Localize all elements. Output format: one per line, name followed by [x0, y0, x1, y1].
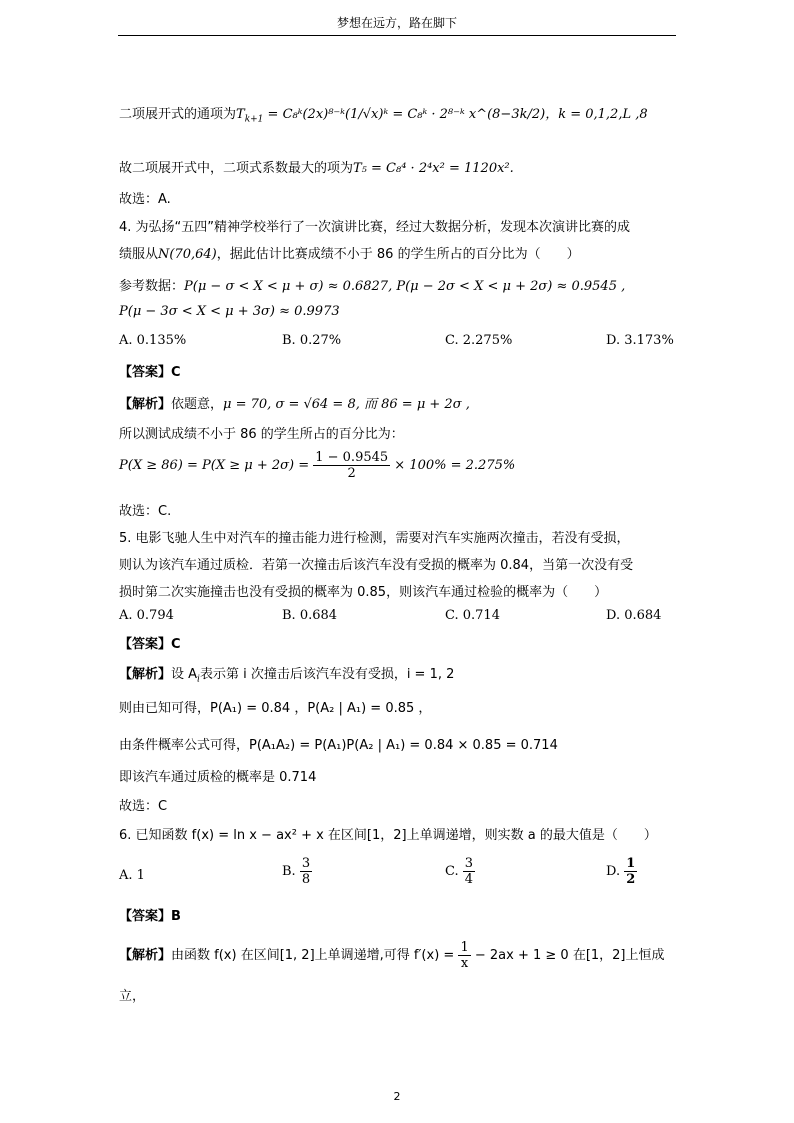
q4-reference-2: , P(μ − 2σ < X < μ + 2σ) ≈ 0.9545 ,	[388, 279, 626, 294]
page-number: 2	[393, 1090, 401, 1103]
q6-analysis-fraction	[458, 940, 470, 971]
q5-analysis-text1-rest: 表示第 i 次撞击后该汽车没有受损，i = 1, 2	[199, 667, 455, 682]
q3-general-term-T: T	[236, 107, 245, 122]
q3-general-term-formula: = C₈ᵏ(2x)⁸⁻ᵏ(1/√x)ᵏ = C₈ᵏ · 2⁸⁻ᵏ x^(8−3k/2)	[263, 107, 546, 122]
q6-option-c-den: 4	[464, 872, 474, 887]
q6-option-c-num: 3	[464, 856, 474, 871]
q6-option-a: A. 1	[119, 868, 145, 883]
q5-option-a: A. 0.794	[119, 608, 174, 623]
q6-option-d	[606, 856, 637, 887]
q5-choice: 故选：C	[119, 799, 168, 814]
q6-analysis-line2: 立，	[119, 989, 146, 1004]
q5-stem-line1: 5. 电影飞驰人生中对汽车的撞击能力进行检测，需要对汽车实施两次撞击，若没有受损，	[119, 531, 630, 546]
q4-stem-line1: 4. 为弘扬“五四”精神学校举行了一次演讲比赛，经过大数据分析，发现本次演讲比赛的成	[119, 220, 631, 235]
q5-analysis-line2: 则由已知可得，P(A₁) = 0.84 ，P(A₂ | A₁) = 0.85 ，	[119, 701, 432, 716]
q4-analysis-text1: 依题意，	[171, 397, 224, 412]
q6-option-d-num: 1	[626, 856, 636, 871]
q4-stem-suffix: ，据此估计比赛成绩不小于 86 的学生所占的百分比为（ ）	[216, 247, 580, 262]
q4-stem-line2	[119, 243, 580, 262]
q3-general-term-suffix: ，k = 0,1,2,L ,8	[545, 107, 648, 122]
q6-answer: 【答案】B	[119, 909, 181, 924]
q4-analysis-line1	[119, 393, 470, 412]
q6-option-d-den: 2	[626, 872, 636, 887]
q6-analysis-line1	[119, 940, 665, 971]
page-header: 梦想在远方，路在脚下	[336, 16, 457, 30]
q4-reference-line1	[119, 275, 625, 294]
q3-max-term-line	[119, 157, 514, 176]
q3-choice: 故选：A.	[119, 192, 171, 207]
q3-max-term-prefix: 故二项展开式中，二项式系数最大的项为	[119, 161, 354, 176]
q6-option-b-num: 3	[301, 856, 311, 871]
q4-analysis-line3	[119, 450, 515, 481]
q4-option-d: D. 3.173%	[606, 333, 674, 348]
q4-option-a: A. 0.135%	[119, 333, 187, 348]
q4-reference-3: P(μ − 3σ < X < μ + 3σ) ≈ 0.9973	[119, 304, 340, 319]
q6-analysis-text-b: − 2ax + 1 ≥ 0 在[1，2]上恒成	[474, 948, 665, 963]
q4-option-c: C. 2.275%	[445, 333, 513, 348]
q3-general-term-sub: k+1	[244, 114, 264, 125]
q5-analysis-line3: 由条件概率公式可得，P(A₁A₂) = P(A₁)P(A₂ | A₁) = 0.84 × 0.85 = 0.714	[119, 738, 558, 753]
q6-analysis-den: x	[460, 956, 469, 971]
q6-option-c	[445, 856, 475, 887]
q6-option-b	[282, 856, 312, 887]
q6-analysis-label: 【解析】	[119, 948, 172, 963]
q6-analysis-text-a: 由函数 f(x) 在区间[1, 2]上单调递增,可得 f′(x) =	[171, 948, 455, 963]
q5-analysis-line4: 即该汽车通过质检的概率是 0.714	[119, 770, 317, 785]
q4-answer: 【答案】C	[119, 365, 181, 380]
q5-analysis-sub: i	[197, 674, 200, 685]
q4-analysis-formula1: μ = 70, σ = √64 = 8, 而 86 = μ + 2σ ,	[223, 397, 470, 412]
q5-option-c: C. 0.714	[445, 608, 500, 623]
q6-option-d-label: D.	[606, 864, 621, 879]
q5-stem-line2: 则认为该汽车通过质检．若第一次撞击后该汽车没有受损的概率为 0.84，当第一次没有受	[119, 558, 634, 573]
q5-stem-line3: 损时第二次实施撞击也没有受损的概率为 0.85，则该汽车通过检验的概率为（ ）	[119, 585, 608, 600]
q6-option-c-label: C.	[445, 864, 459, 879]
q3-max-term-formula: T₅ = C₈⁴ · 2⁴x² = 1120x².	[353, 161, 514, 176]
q5-option-b: B. 0.684	[282, 608, 338, 623]
q6-option-b-den: 8	[301, 872, 311, 887]
header-rule	[118, 35, 676, 36]
q4-fraction-denominator: 2	[347, 466, 356, 481]
q4-distribution: N(70,64)	[158, 247, 217, 262]
q6-option-b-fraction	[300, 856, 312, 887]
q4-analysis-left: P(X ≥ 86) = P(X ≥ μ + 2σ) =	[119, 458, 310, 473]
q4-analysis-right: × 100% = 2.275%	[394, 458, 516, 473]
q5-option-d: D. 0.684	[606, 608, 662, 623]
q3-general-term-line	[119, 103, 648, 125]
q6-option-c-fraction	[463, 856, 475, 887]
q4-analysis-label: 【解析】	[119, 397, 172, 412]
q6-option-d-fraction	[624, 856, 637, 887]
q6-stem: 6. 已知函数 f(x) = ln x − ax² + x 在区间[1，2]上单调递增，则实数 a 的最大值是（ ）	[119, 828, 657, 843]
q4-option-b: B. 0.27%	[282, 333, 342, 348]
q4-reference-1: P(μ − σ < X < μ + σ) ≈ 0.6827	[184, 279, 389, 294]
q4-analysis-line2: 所以测试成绩不小于 86 的学生所占的百分比为：	[119, 427, 404, 442]
q4-reference-label: 参考数据：	[119, 279, 185, 294]
q4-stem-prefix: 绩服从	[119, 247, 159, 262]
q5-analysis-line1	[119, 663, 454, 685]
q6-option-b-label: B.	[282, 864, 296, 879]
q5-answer: 【答案】C	[119, 637, 181, 652]
q4-fraction-numerator: 1 − 0.9545	[315, 450, 389, 465]
q4-choice: 故选：C.	[119, 504, 172, 519]
q6-analysis-num: 1	[460, 940, 469, 955]
q5-analysis-label: 【解析】	[119, 667, 172, 682]
q4-analysis-fraction	[313, 450, 390, 481]
q5-analysis-text1: 设 A	[171, 667, 198, 682]
q3-general-term-prefix: 二项展开式的通项为	[119, 107, 237, 122]
